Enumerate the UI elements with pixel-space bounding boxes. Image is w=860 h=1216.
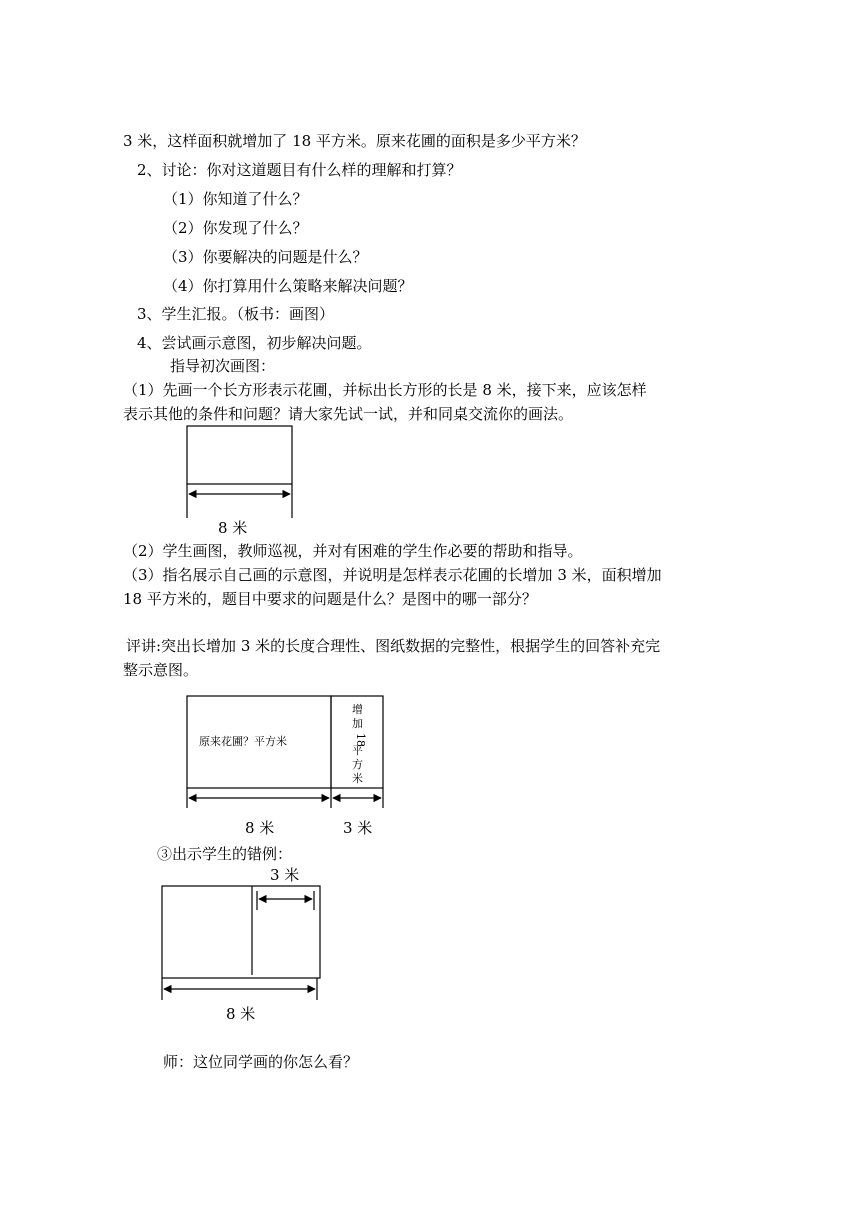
- figure-2-extra-label: 3 米: [343, 819, 373, 837]
- figure-2-length-label: 8 米: [245, 819, 275, 837]
- wrong-example-heading: ③出示学生的错例：: [157, 845, 293, 863]
- figure-2-side-char-4: 平: [352, 744, 363, 757]
- paragraph-1-line-b: 表示其他的条件和问题？请大家先试一试，并和同桌交流你的画法。: [123, 405, 574, 423]
- paragraph-1-line-a: （1）先画一个长方形表示花圃，并标出长方形的长是 8 米，接下来，应该怎样: [123, 381, 647, 399]
- question-1: （1）你知道了什么？: [163, 190, 308, 208]
- figure-2-side-char-3: 18: [354, 733, 367, 747]
- figure-3-top-label: 3 米: [270, 866, 300, 884]
- question-4: （4）你打算用什么策略来解决问题？: [163, 277, 413, 295]
- try-drawing-heading: 4、尝试画示意图，初步解决问题。: [137, 334, 372, 352]
- paragraph-3-line-b: 18 平方米的，题目中要求的问题是什么？是图中的哪一部分？: [123, 590, 537, 608]
- paragraph-3-line-a: （3）指名展示自己画的示意图，并说明是怎样表示花圃的长增加 3 米，面积增加: [123, 566, 662, 584]
- figure-3-length-label: 8 米: [226, 1005, 256, 1023]
- figure-2-side-char-5: 方: [352, 758, 363, 771]
- figure-2-side-char-2: 加: [352, 717, 363, 730]
- paragraph-4-line-a: 评讲:突出长增加 3 米的长度合理性、图纸数据的完整性，根据学生的回答补充完: [126, 637, 661, 655]
- figure-1-rectangle: [187, 426, 292, 537]
- figure-2-side-char-1: 增: [352, 703, 363, 716]
- paragraph-2: （2）学生画图，教师巡视，并对有困难的学生作必要的帮助和指导。: [123, 542, 583, 560]
- report-heading: 3、学生汇报。（板书：画图）: [137, 305, 335, 323]
- figure-2-side-char-6: 米: [352, 772, 363, 785]
- teacher-question: 师：这位同学画的你怎么看？: [163, 1053, 359, 1071]
- figure-2-main-label: 原来花圃？平方米: [199, 735, 287, 748]
- paragraph-4-line-b: 整示意图。: [123, 661, 199, 679]
- question-3: （3）你要解决的问题是什么？: [163, 248, 368, 266]
- guide-heading: 指导初次画图：: [170, 357, 276, 375]
- figure-3-wrong-example: [162, 866, 320, 1023]
- figure-1-length-label: 8 米: [218, 519, 248, 537]
- question-2: （2）你发现了什么？: [163, 219, 308, 237]
- discussion-heading: 2、讨论：你对这道题目有什么样的理解和打算？: [137, 161, 462, 179]
- figure-2-complete-diagram: [187, 696, 383, 837]
- text-line-1: 3 米，这样面积就增加了 18 平方米。原来花圃的面积是多少平方米？: [123, 132, 586, 150]
